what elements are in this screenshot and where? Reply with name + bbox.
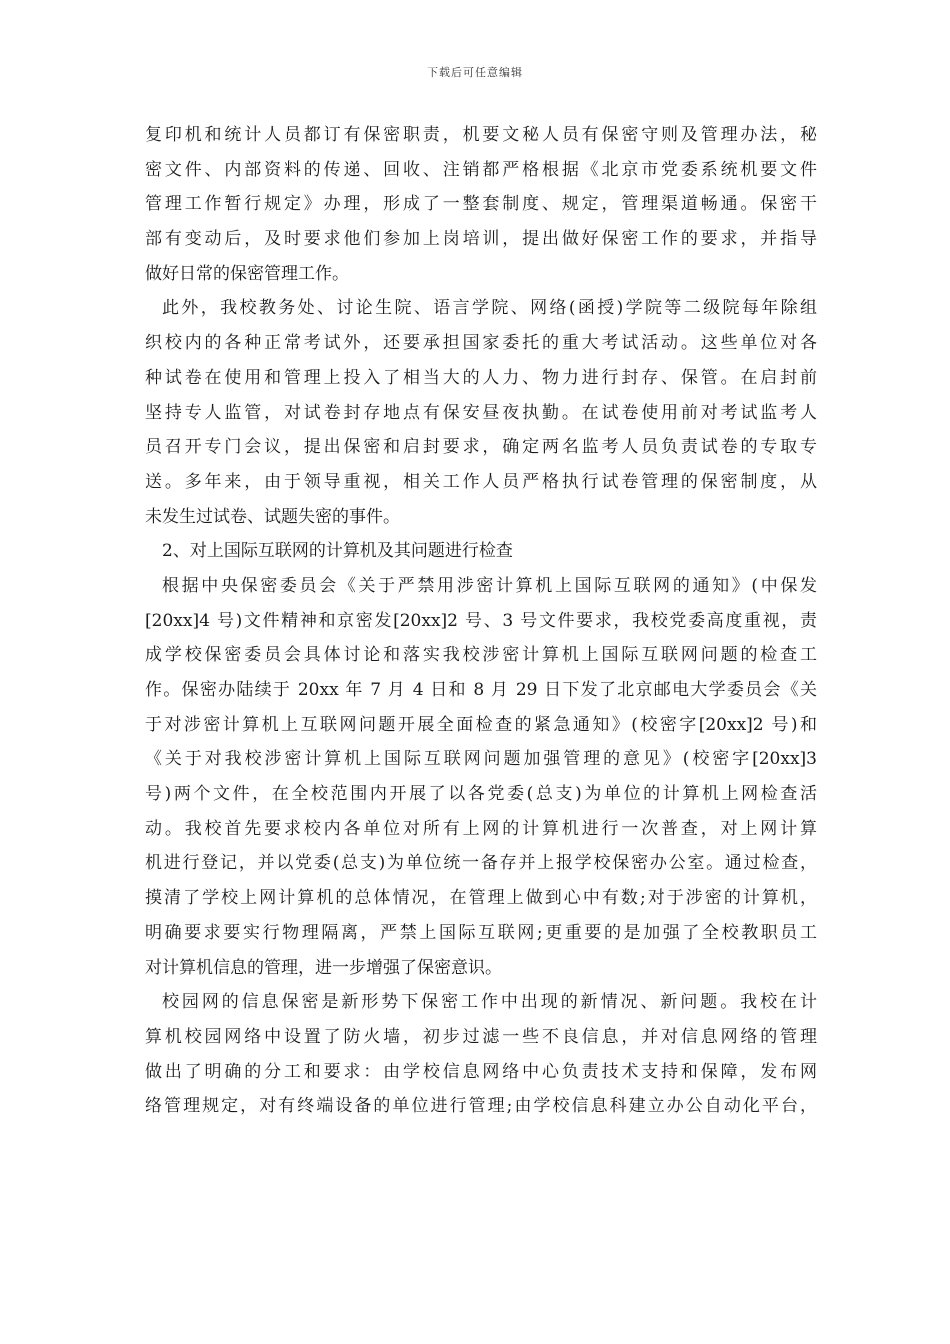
text-line: 送。多年来，由于领导重视，相关工作人员严格执行试卷管理的保密制度，从	[145, 471, 817, 492]
text-line: 作。保密办陆续于 20xx 年 7 月 4 日和 8 月 29 日下发了北京邮电大学委员会《关	[145, 680, 817, 700]
text-line: 摸清了学校上网计算机的总体情况，在管理上做到心中有数;对于涉密的计算机，	[145, 888, 817, 909]
text-line: 此外，我校教务处、讨论生院、语言学院、网络(函授)学院等二级院每年除组	[162, 298, 817, 319]
text-line: 织校内的各种正常考试外，还要承担国家委托的重大考试活动。这些单位对各	[145, 333, 817, 354]
text-line: 对计算机信息的管理，进一步增强了保密意识。	[145, 957, 502, 978]
text-line: 号)两个文件，在全校范围内开展了以各党委(总支)为单位的计算机上网检查活	[145, 784, 817, 805]
page-header: 下载后可任意编辑	[427, 66, 523, 79]
text-line: 《关于对我校涉密计算机上国际互联网问题加强管理的意见》(校密字[20xx]3	[145, 749, 817, 770]
text-line: 做出了明确的分工和要求：由学校信息网络中心负责技术支持和保障，发布网	[145, 1061, 817, 1082]
text-line: 机进行登记，并以党委(总支)为单位统一备存并上报学校保密办公室。通过检查，	[145, 853, 817, 874]
text-line: 络管理规定，对有终端设备的单位进行管理;由学校信息科建立办公自动化平台，	[145, 1096, 817, 1117]
text-line: 算机校园网络中设置了防火墙，初步过滤一些不良信息，并对信息网络的管理	[145, 1026, 817, 1047]
text-line: 动。我校首先要求校内各单位对所有上网的计算机进行一次普查，对上网计算	[145, 818, 817, 839]
text-line: 员召开专门会议，提出保密和启封要求，确定两名监考人员负责试卷的专取专	[145, 437, 817, 458]
text-line: 明确要求要实行物理隔离，严禁上国际互联网;更重要的是加强了全校教职员工	[145, 922, 817, 943]
text-line: 成学校保密委员会具体讨论和落实我校涉密计算机上国际互联网问题的检查工	[145, 645, 817, 666]
text-line: 复印机和统计人员都订有保密职责，机要文秘人员有保密守则及管理办法，秘	[145, 125, 817, 145]
text-line: 于对涉密计算机上互联网问题开展全面检查的紧急通知》(校密字[20xx]2 号)和	[145, 714, 817, 735]
section-heading: 2、对上国际互联网的计算机及其问题进行检查	[162, 541, 513, 562]
text-line: 种试卷在使用和管理上投入了相当大的人力、物力进行封存、保管。在启封前	[145, 367, 817, 388]
text-line: 根据中央保密委员会《关于严禁用涉密计算机上国际互联网的通知》(中保发	[162, 575, 817, 596]
text-line: 部有变动后，及时要求他们参加上岗培训，提出做好保密工作的要求，并指导	[145, 229, 817, 250]
text-line: 密文件、内部资料的传递、回收、注销都严格根据《北京市党委系统机要文件	[145, 159, 817, 180]
document-body	[145, 118, 817, 1124]
text-line: 管理工作暂行规定》办理，形成了一整套制度、规定，管理渠道畅通。保密干	[145, 194, 817, 215]
text-line: 坚持专人监管，对试卷封存地点有保安昼夜执勤。在试卷使用前对考试监考人	[145, 402, 817, 423]
text-line: 做好日常的保密管理工作。	[145, 263, 349, 284]
text-line: 校园网的信息保密是新形势下保密工作中出现的新情况、新问题。我校在计	[162, 992, 817, 1013]
text-line: [20xx]4 号)文件精神和京密发[20xx]2 号、3 号文件要求，我校党委高度重视，责	[145, 610, 817, 631]
text-line: 未发生过试卷、试题失密的事件。	[145, 506, 400, 527]
